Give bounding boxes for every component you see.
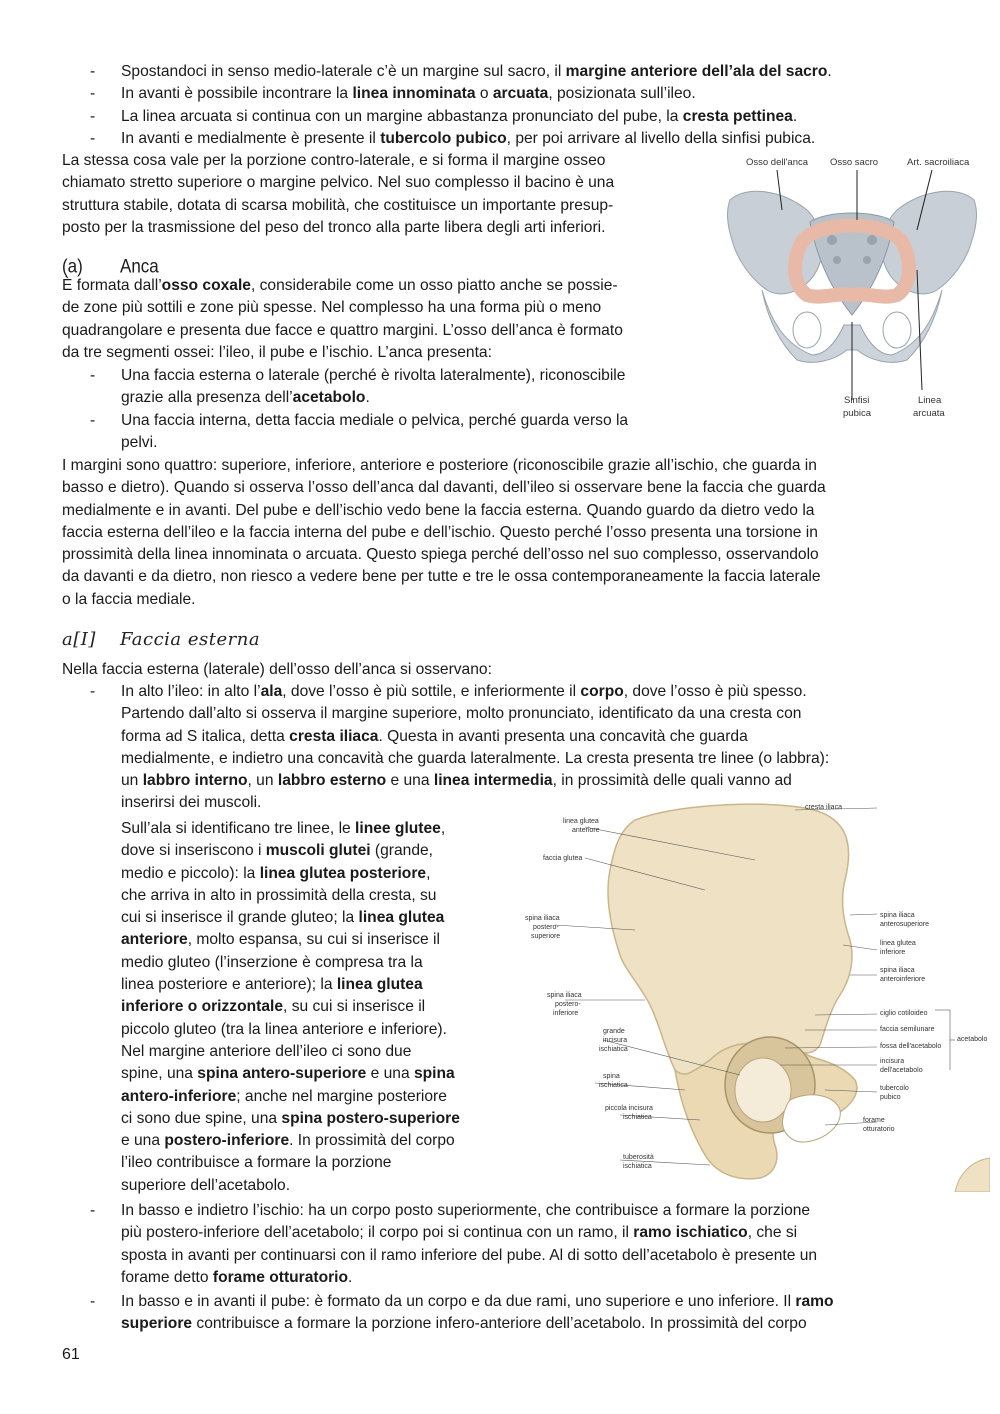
figure-label: linea glutea [880,940,916,947]
list-item-pube [121,1291,939,1336]
figure-label: inferiore [880,949,906,956]
figure-label: postero- [533,924,559,931]
text-line: da davanti e da dietro, non riesco a vedere bene per tutte e tre le ossa contemporaneamente la faccia laterale [62,568,821,586]
list-item: In avanti e medialmente è presente il tubercolo pubico, per poi arrivare al livello della sinfisi pubica. [121,130,816,147]
paragraph-linee-glutee [121,818,507,1197]
figure-label: Sinfisi [844,395,870,406]
figure-label: spina iliaca [547,992,582,999]
text-line: antero-inferiore; anche nel margine posteriore [121,1087,447,1105]
list-item: La linea arcuata si continua con un margine abbastanza pronunciato del pube, la cresta pettinea. [121,108,798,125]
figure-label: grande [603,1028,625,1035]
text-line: medio gluteo (l’inserzione è compresa tra la [121,953,423,971]
text-line: quadrangolare e presenta due facce e quattro margini. L’osso dell’anca è formato [62,321,623,339]
text-line: Partendo dall’alto si osserva il margine superiore, molto pronunciato, identificato da una cresta con [121,705,802,723]
text-line: pelvi. [121,434,158,452]
text-line: forma ad S italica, detta cresta iliaca. Questa in avanti presenta una concavità che guarda [121,727,748,745]
text-line: basso e dietro). Quando si osserva l’osso dell’anca dal davanti, dell’ileo si osservare bene la faccia che guarda [62,479,826,497]
text-line: medialmente e in avanti. Del pube e dell’ischio vedo bene la faccia esterna. Quando guardo da dietro vedo la [62,501,815,519]
figure-label: ischiatica [623,1163,652,1170]
text-line: struttura stabile, dotata di scarsa mobilità, che costituisce un importante presup- [62,196,614,214]
figure-label: spina iliaca [525,915,560,922]
text-line: superiore contribuisce a formare la porzione infero-anteriore dell’acetabolo. In prossimità del corpo [121,1315,807,1333]
figure-label: superiore [531,933,561,940]
text-line: medio e piccolo): la linea glutea posteriore, [121,864,431,882]
pelvis-illustration [722,150,982,425]
text-line: linea posteriore e anteriore); la linea glutea [121,976,423,994]
hip-bone-figure [525,800,990,1192]
list-item: In avanti è possibile incontrare la linea innominata o arcuata, posizionata sull’ileo. [121,85,696,102]
text-line: In basso e indietro l’ischio: ha un corpo posto superiormente, che contribuisce a formare la porzione [121,1202,811,1219]
bullet-dash: - [90,108,96,125]
text-line: dove si inseriscono i muscoli glutei (grande, [121,842,434,860]
bullet-dash: - [90,130,96,147]
list-item: Spostandoci in senso medio-laterale c’è un margine sul sacro, il margine anteriore dell’ala del sacro. [121,63,832,80]
text-line: Sull’ala si identificano tre linee, le linee glutee, [121,820,446,837]
text-line: de zone più sottili e zone più spesse. Nel complesso ha una forma più o meno [62,299,602,317]
paragraph-anca [62,275,712,364]
bullet-dash: - [90,63,96,80]
text-line: In alto l’ileo: in alto l’ala, dove l’osso è più sottile, e inferiormente il corpo, dove l’osso è più spesso. [121,683,807,700]
text-line: o la faccia mediale. [62,590,196,608]
figure-label: cresta iliaca [805,804,842,811]
figure-label: Osso sacro [830,157,879,168]
figure-label: faccia glutea [543,855,583,862]
figure-label: postero- [555,1001,581,1008]
text-line: medialmente, e indietro una concavità che guarda lateralmente. La cresta presenta tre linee (o labbra): [121,749,830,767]
figure-label: linea glutea [563,818,599,825]
figure-label: ischiatica [599,1082,628,1089]
figure-label: anteriore [572,827,600,834]
figure-label: Osso dell'anca [746,157,809,168]
hip-bone-illustration [525,800,990,1192]
text-line: anteriore, molto espansa, su cui si inserisce il [121,931,440,949]
section-title: Anca [120,255,159,277]
text-line: l’ileo contribuisce a formare la porzione [121,1154,392,1172]
text-line: più postero-inferiore dell’acetabolo; il corpo poi si continua con un ramo, il ramo ischiatico, che si [121,1224,798,1242]
text-line: grazie alla presenza dell’acetabolo. [121,389,370,407]
text-line: Nel margine anteriore dell’ileo ci sono due [121,1042,412,1060]
text-line: Una faccia interna, detta faccia mediale o pelvica, perché guarda verso la [121,412,629,429]
figure-label: spina iliaca [880,912,915,919]
text-line: inserirsi dei muscoli. [121,794,262,812]
figure-label: incisura [603,1037,628,1044]
text-line: superiore dell’acetabolo. [121,1176,291,1194]
paragraph-margini [62,455,939,611]
section-number: (a) [62,255,83,277]
figure-label: fossa dell'acetabolo [880,1043,942,1050]
text-line: che arriva in alto in prossimità della cresta, su [121,886,437,904]
text-line: In basso e in avanti il pube: è formato da un corpo e da due rami, uno superiore e uno inferiore. Il ramo [121,1293,834,1310]
pelvis-figure [722,150,982,425]
text-line: chiamato stretto superiore o margine pelvico. Nel suo complesso il bacino è una [62,174,615,192]
bullet-dash: - [90,412,96,429]
text-line: prossimità della linea innominata o arcuata. Questo spiega perché dell’osso nel suo complesso, osservandolo [62,546,819,564]
text-line: inferiore o orizzontale, su cui si inserisce il [121,998,426,1016]
text-line: forame detto forame otturatorio. [121,1268,353,1286]
text-line: un labbro interno, un labbro esterno e una linea intermedia, in prossimità delle quali vanno ad [121,772,792,790]
paragraph-stretto-superiore [62,150,712,239]
faccia-intro: Nella faccia esterna (laterale) dell’osso dell’anca si osservano: [62,661,492,678]
figure-label: spina iliaca [880,967,915,974]
text-line: È formata dall’osso coxale, considerabile come un osso piatto anche se possie- [62,277,618,294]
bullet-dash: - [90,1202,96,1219]
text-line: piccolo gluteo (tra la linea anteriore e inferiore). [121,1020,447,1038]
section-heading-faccia-esterna [62,629,260,650]
text-line: posto per la trasmissione del peso del tronco alla parte libera degli arti inferiori. [62,218,606,236]
figure-label: dell'acetabolo [880,1067,923,1074]
figure-label: spina [603,1073,620,1080]
figure-label: Art. sacroiliaca [907,157,970,168]
bullet-dash: - [90,1293,96,1310]
section-number: a[I] [62,629,96,650]
text-line: e una postero-inferiore. In prossimità del corpo [121,1132,455,1150]
figure-label: otturatorio [863,1126,895,1133]
text-line: ci sono due spine, una spina postero-superiore [121,1109,460,1127]
list-item-ischio [121,1200,939,1289]
list-item [121,365,716,410]
text-line: Una faccia esterna o laterale (perché è rivolta lateralmente), riconoscibile [121,367,626,384]
text-line: sposta in avanti per continuarsi con il ramo inferiore del pube. Al di sotto dell’acetabolo è presente un [121,1246,818,1264]
figure-label: ciglio cotiloideo [880,1010,928,1017]
text-line: cui si inserisce il grande gluteo; la linea glutea [121,909,445,927]
figure-label: acetabolo [957,1036,988,1043]
figure-label: piccola incisura [605,1105,653,1112]
figure-label: ischiatica [623,1114,652,1121]
text-line: da tre segmenti ossei: l’ileo, il pube e l’ischio. L’anca presenta: [62,343,492,361]
figure-label: ischiatica [599,1046,628,1053]
figure-label: forame [863,1117,885,1124]
text-line: spine, una spina antero-superiore e una spina [121,1065,455,1083]
text-line: I margini sono quattro: superiore, inferiore, anteriore e posteriore (riconoscibile grazie all’ischio, che guarda in [62,457,817,474]
page-number: 61 [62,1346,80,1363]
figure-label: tubercolo [880,1085,909,1092]
figure-label: pubico [880,1094,901,1101]
bullet-dash: - [90,367,96,384]
figure-label: Linea [918,395,942,406]
bullet-dash: - [90,85,96,102]
list-item-ileo [121,681,939,815]
figure-label: tuberosità [623,1154,654,1161]
figure-label: anterosuperiore [880,921,930,928]
figure-label: anteroinferiore [880,976,926,983]
section-title: Faccia esterna [120,629,261,650]
text-line: faccia esterna dell’ileo e la faccia interna del pube e dell’ischio. Questo perché l’osso presenta una torsione in [62,523,818,541]
list-item [121,410,716,455]
figure-label: arcuata [913,408,945,419]
figure-label: pubica [843,408,871,419]
figure-label: inferiore [553,1010,579,1017]
figure-label: incisura [880,1058,905,1065]
text-line: La stessa cosa vale per la porzione contro-laterale, e si forma il margine osseo [62,152,606,169]
bullet-dash: - [90,683,96,700]
figure-label: faccia semilunare [880,1026,935,1033]
